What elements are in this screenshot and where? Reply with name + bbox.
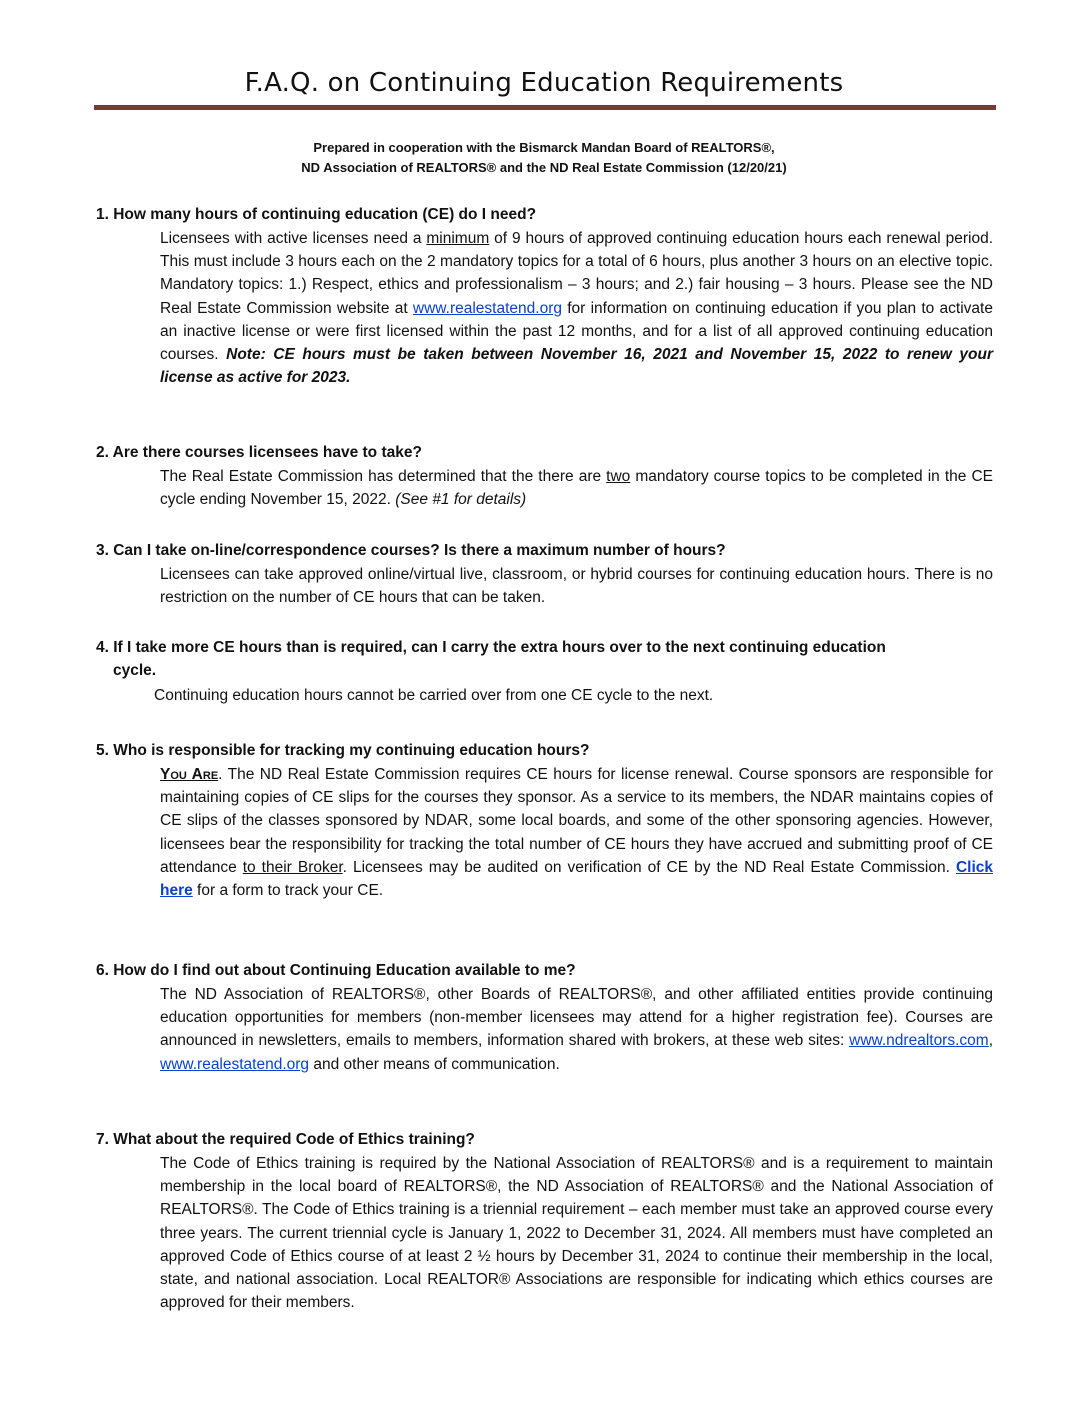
answer-1-minimum: minimum [426,230,490,247]
realestatend-link-2[interactable]: www.realestatend.org [160,1055,310,1073]
question-3: 3. Can I take on-line/correspondence courses? Is there a maximum number of hours? [96,542,726,559]
answer-1-note: Note: CE hours must be taken between November 16, 2021 and November 15, 2022 to renew your license as active for 2023. [160,346,993,387]
answer-5-you-are: You Are [160,766,219,783]
answer-2-two: two [606,468,631,485]
subtitle-line-2: ND Association of REALTORS® and the ND Real Estate Commission (12/20/21) [301,160,787,175]
question-7: 7. What about the required Code of Ethics training? [96,1131,475,1148]
answer-6-text: The ND Association of REALTORS®, other Boards of REALTORS®, and other affiliated entities provide continuing education opportunities for members (non-member licensees may attend for a higher registration fee). Courses are announced in newsletters, emails to members, information shared with brokers, at these web sites: [160,986,993,1050]
answer-5-text-2: . Licensees may be audited on verification of CE by the ND Real Estate Commission. [342,858,956,876]
realestatend-link[interactable]: www.realestatend.org [412,299,562,317]
answer-6 [160,983,993,1076]
question-1: 1. How many hours of continuing education (CE) do I need? [96,206,537,223]
answer-2-see-note: (See #1 for details) [395,491,527,509]
answer-6-separator: , [988,1032,993,1050]
question-5: 5. Who is responsible for tracking my continuing education hours? [96,742,590,759]
answer-2-text: The Real Estate Commission has determined that the there are [160,468,607,485]
answer-2-text-2: mandatory course topics to be completed in the CE cycle ending November 15, 2022. [160,468,993,509]
answer-5-to-broker: to their Broker [242,858,343,876]
answer-5-text: . The ND Real Estate Commission requires CE hours for license renewal. Course sponsors are responsible for maintaining copies of CE slips for the courses they sponsor. As a service to its members, the NDAR maintains copies of CE slips of the classes sponsored by NDAR, some local boards, and some of the other sponsoring agencies. However, licensees bear the responsibility for tracking the total number of CE hours they have accrued and submitting proof of CE attendance [160,766,993,876]
question-6: 6. How do I find out about Continuing Education available to me? [96,962,576,979]
answer-3: Licensees can take approved online/virtual live, classroom, or hybrid courses for continuing education hours. There is no restriction on the number of CE hours that can be taken. [160,566,993,607]
click-here-link[interactable]: Click here [160,858,993,900]
title-rule [94,105,996,110]
answer-4: Continuing education hours cannot be carried over from one CE cycle to the next. [154,687,714,704]
answer-2 [160,465,993,511]
question-4-line-2: cycle. [113,662,157,679]
answer-5-text-3: for a form to track your CE. [192,882,384,900]
ndrealtors-link[interactable]: www.ndrealtors.com [849,1032,989,1050]
page-title: F.A.Q. on Continuing Education Requirements [244,68,844,98]
question-4 [96,636,996,682]
answer-6-text-2: and other means of communication. [309,1055,560,1073]
answer-1-text-3: for information on continuing education if you plan to activate an inactive license or were first licensed within the past 12 months, and for a list of all approved continuing education courses. [160,299,993,364]
question-4-line-1: 4. If I take more CE hours than is required, can I carry the extra hours over to the next continuing education [96,639,886,656]
answer-1-text-2: of 9 hours of approved continuing education hours each renewal period. This must include 3 hours each on the 2 mandatory topics for a total of 6 hours, plus another 3 hours on an elective topic. Mandatory topics: 1.) Respect, ethics and professionalism – 3 hours; and 2.) fair housing – 3 hours. Please see the ND Real Estate Commission website at [160,230,993,317]
subtitle-line-1: Prepared in cooperation with the Bismarck Mandan Board of REALTORS®, [313,140,775,155]
answer-1-text: Licensees with active licenses need a [160,230,427,247]
answer-7: The Code of Ethics training is required by the National Association of REALTORS® and is a requirement to maintain membership in the local board of REALTORS®, the ND Association of REALTORS® and the National Association of REALTORS®. The Code of Ethics training is a triennial requirement – each member must take an approved course every three years. The current triennial cycle is January 1, 2022 to December 31, 2024. All members must have completed an approved Code of Ethics course of at least 2 ½ hours by December 31, 2024 to continue their membership in the local, state, and national association. Local REALTOR® Associations are responsible for indicating which ethics courses are approved for their members. [160,1155,993,1312]
question-2: 2. Are there courses licensees have to take? [96,444,422,461]
answer-5 [160,763,993,902]
answer-1 [160,227,993,389]
